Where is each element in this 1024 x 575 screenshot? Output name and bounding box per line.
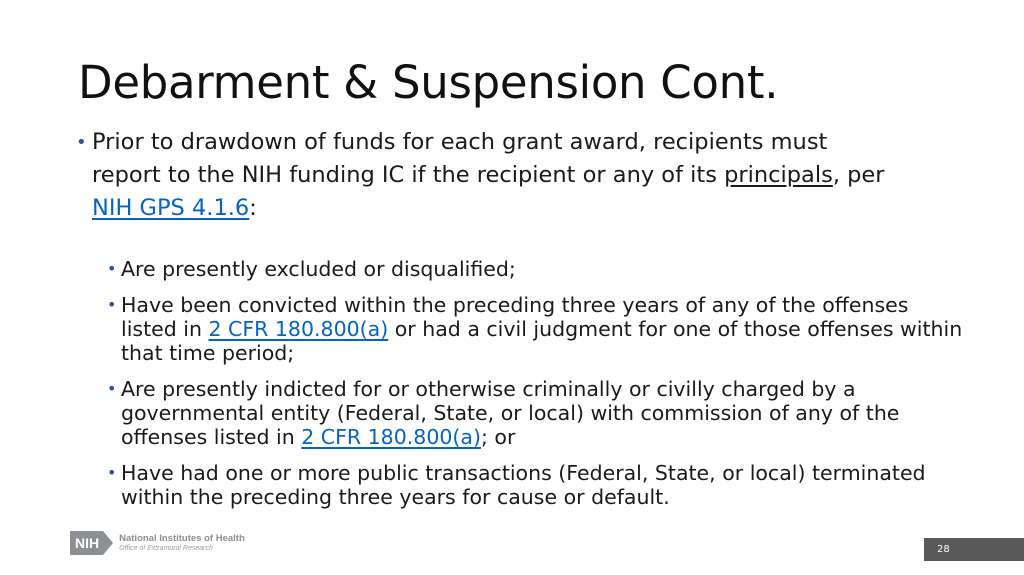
nih-logo-arrow-icon: [103, 531, 113, 555]
list-item: [107, 257, 967, 281]
intro-text-part: Prior to drawdown of funds for each grant award, recipients must report to the NIH funding IC if the recipient or any of its: [92, 129, 828, 188]
bullet-icon: •: [107, 463, 117, 482]
list-item-text: Are presently excluded or disqualified;: [121, 257, 516, 281]
intro-bullet: [76, 126, 976, 225]
intro-text-part: :: [249, 195, 257, 221]
bullet-icon: •: [107, 295, 117, 314]
principals-term: principals: [724, 162, 833, 188]
list-item-text-part: ; or: [480, 425, 516, 449]
nih-logo-letters: NIH: [70, 531, 103, 555]
bullet-icon: •: [76, 132, 87, 153]
list-item-text: [121, 293, 967, 365]
cfr-link[interactable]: 2 CFR 180.800(a): [208, 317, 389, 341]
intro-text-part: , per: [832, 162, 885, 188]
list-item: [107, 461, 967, 509]
list-item-text: [121, 377, 967, 449]
nih-logo-words: [119, 534, 245, 553]
cfr-link[interactable]: 2 CFR 180.800(a): [301, 425, 481, 449]
nih-logo-office: Office of Extramural Research: [119, 545, 213, 553]
list-item-text-part: Are presently indicted for or otherwise criminally or civilly charged by a governmental entity (Federal, State, or local) with commission of any of the offenses listed in: [121, 377, 900, 449]
page-number: 28: [924, 538, 1024, 561]
bullet-icon: •: [107, 379, 117, 398]
intro-text: [92, 126, 892, 225]
nih-logo-mark: [70, 531, 113, 555]
list-item: [107, 377, 967, 449]
criteria-list: [107, 257, 967, 521]
slide-body: [76, 126, 976, 225]
nih-gps-link[interactable]: NIH GPS 4.1.6: [92, 195, 250, 221]
nih-logo: [70, 531, 245, 555]
list-item-text-part: Have been convicted within the preceding three years of any of the offenses listed in: [121, 293, 909, 341]
list-item: [107, 293, 967, 365]
list-item-text: Have had one or more public transactions (Federal, State, or local) terminated within the preceding three years for cause or default.: [121, 461, 926, 509]
slide-title: Debarment & Suspension Cont.: [78, 56, 779, 109]
bullet-icon: •: [107, 259, 117, 278]
list-item-text-part: or had a civil judgment for one of those offenses within that time period;: [121, 317, 963, 365]
nih-logo-name: National Institutes of Health: [119, 532, 245, 544]
